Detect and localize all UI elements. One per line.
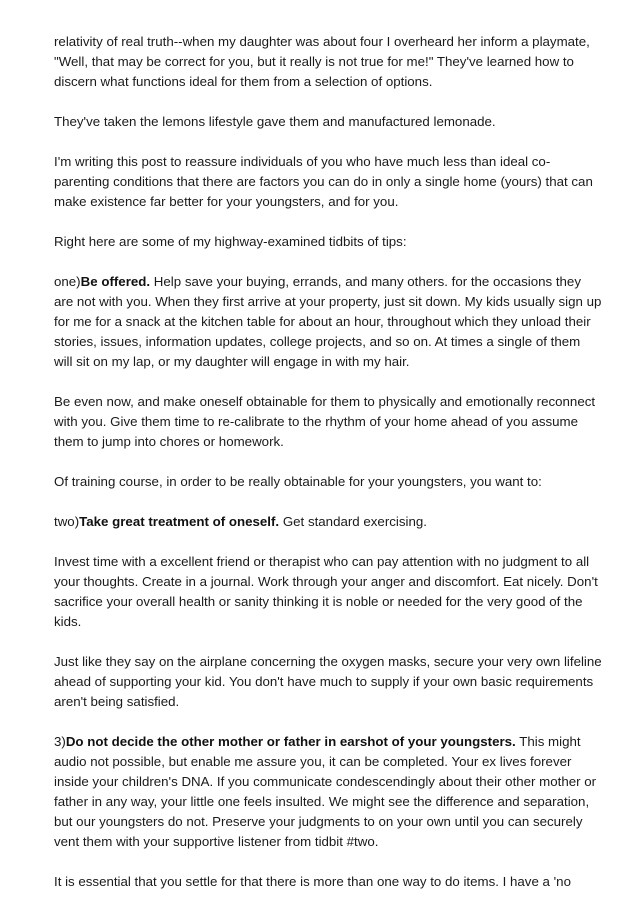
text-line: Of training course, in order to be really obtainable for your youngsters, you want to: — [54, 474, 542, 489]
text-line: They've taken the lemons lifestyle gave them and manufactured lemonade. — [54, 114, 496, 129]
tip-text: Help save your buying, errands, and many others. for the occasions they — [150, 274, 581, 289]
text-line: "Well, that may be correct for you, but it really is not true for me!" They've learned how to — [54, 54, 574, 69]
text-line: aren't being satisfied. — [54, 694, 180, 709]
text-line: stories, issues, information updates, college projects, and so on. At times a single of them — [54, 334, 581, 349]
tip-one-paragraph — [54, 272, 602, 372]
tip-heading: Be offered. — [80, 274, 151, 289]
tip-one-first-line — [54, 272, 594, 292]
text-line: Be even now, and make oneself obtainable for them to physically and emotionally reconnect — [54, 394, 596, 409]
text-line: but our youngsters do not. Preserve your judgments to on your own until you can securely — [54, 814, 583, 829]
tip-heading: Take great treatment of oneself. — [79, 514, 280, 529]
text-line: make existence far better for your youngsters, and for you. — [54, 194, 399, 209]
text-line: Invest time with a excellent friend or therapist who can pay attention with no judgment to all — [54, 554, 590, 569]
tip-number: 3) — [54, 734, 66, 749]
text-line: vent them with your supportive listener from tidbit #two. — [54, 834, 379, 849]
text-line: will sit on my lap, or my daughter will engage in with my hair. — [54, 354, 410, 369]
tip-number: two) — [54, 514, 80, 529]
paragraph-6 — [54, 392, 594, 452]
paragraph-7 — [54, 472, 594, 492]
text-line: for me for a snack at the kitchen table for about an hour, throughout which they unload their — [54, 314, 591, 329]
tip-text: Get standard exercising. — [279, 514, 427, 529]
paragraph-2 — [54, 112, 594, 132]
text-line: your thoughts. Create in a journal. Work through your anger and discomfort. Eat nicely. Don't — [54, 574, 598, 589]
text-line: kids. — [54, 614, 82, 629]
tip-three-first-line — [54, 732, 594, 752]
text-line: parenting conditions that there are factors you can do in only a single home (yours) that can — [54, 174, 593, 189]
text-line: relativity of real truth--when my daughter was about four I overheard her inform a playmate, — [54, 34, 590, 49]
text-line: with you. Give them time to re-calibrate to the rhythm of your home ahead of you assume — [54, 414, 578, 429]
paragraph-1 — [54, 32, 594, 92]
text-line: father in any way, your little one feels insulted. We might see the difference and separation, — [54, 794, 590, 809]
tip-three-paragraph — [54, 732, 597, 852]
text-line: ahead of supporting your kid. You don't have much to supply if your own basic requirements — [54, 674, 594, 689]
paragraph-3 — [54, 152, 594, 212]
text-line: inside your children's DNA. If you communicate condescendingly about their other mother or — [54, 774, 597, 789]
text-line: I'm writing this post to reassure individuals of you who have much less than ideal co- — [54, 154, 551, 169]
text-line: Right here are some of my highway-examined tidbits of tips: — [54, 234, 407, 249]
paragraph-4 — [54, 232, 594, 252]
text-line: Just like they say on the airplane concerning the oxygen masks, secure your very own lifeline — [54, 654, 602, 669]
text-line: discern what functions ideal for them from a selection of options. — [54, 74, 433, 89]
tip-two-first-line — [54, 512, 594, 532]
tip-text: This might — [515, 734, 581, 749]
text-line: audio not possible, but enable me assure you, it can be completed. Your ex lives forever — [54, 754, 572, 769]
text-line: sacrifice your overall health or sanity thinking it is noble or needed for the very good of the — [54, 594, 583, 609]
text-line: It is essential that you settle for that there is more than one way to do items. I have a 'no — [54, 874, 571, 889]
paragraph-12 — [54, 872, 594, 892]
text-line: them to jump into chores or homework. — [54, 434, 284, 449]
tip-heading: Do not decide the other mother or father in earshot of your youngsters. — [65, 734, 516, 749]
tip-two-paragraph — [54, 512, 594, 532]
document-page — [54, 32, 602, 912]
text-line: are not with you. When they first arrive at your property, just sit down. My kids usually sign up — [54, 294, 602, 309]
tip-number: one) — [54, 274, 81, 289]
paragraph-10 — [54, 652, 602, 712]
paragraph-9 — [54, 552, 598, 632]
